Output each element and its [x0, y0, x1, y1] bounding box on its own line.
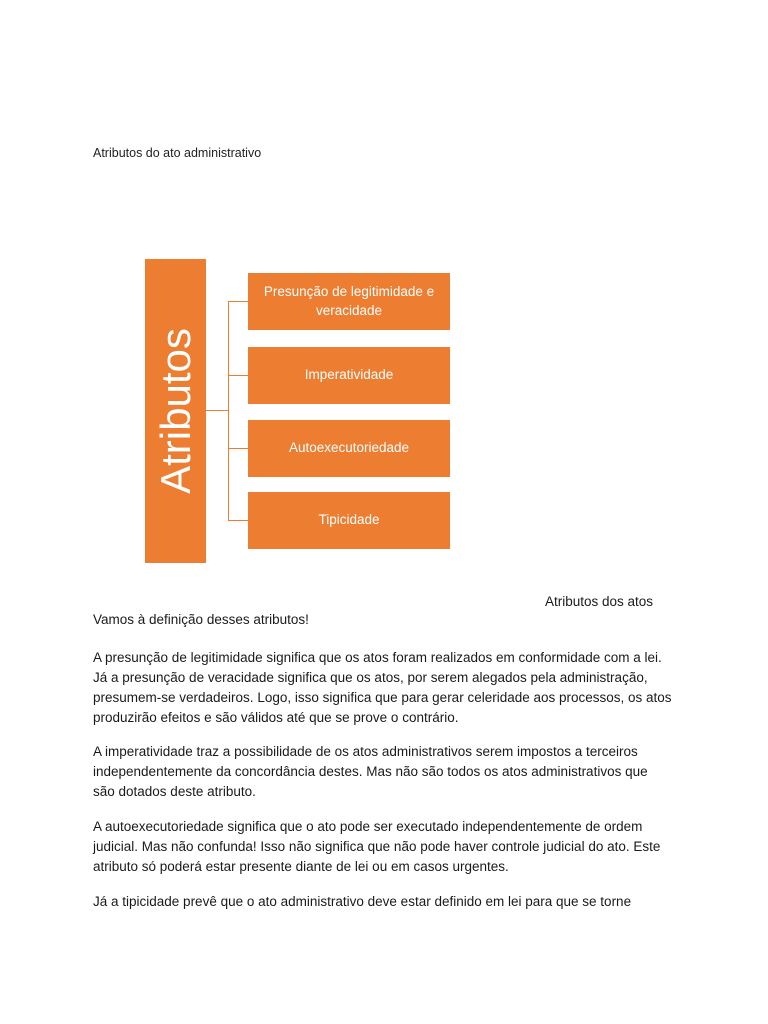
- connector-branch-1: [228, 301, 248, 302]
- connector-root: [206, 410, 228, 411]
- diagram-item-tipicidade: Tipicidade: [248, 492, 450, 549]
- paragraph-imperatividade: A imperatividade traz a possibilidade de os atos administrativos serem impostos a terceiros independentemente da concordância destes. Mas não são todos os atos administrativos que são dotados deste atributo.: [93, 744, 648, 799]
- diagram-item-presuncao: Presunção de legitimidade e veracidade: [248, 273, 450, 330]
- connector-branch-2: [228, 375, 248, 376]
- connector-branch-4: [228, 520, 248, 521]
- connector-spine: [228, 301, 229, 521]
- diagram-root-box: [145, 259, 206, 563]
- paragraph-tipicidade: Já a tipicidade prevê que o ato administrativo deve estar definido em lei para que se torne: [93, 894, 632, 909]
- diagram-root-label: Atributos: [151, 328, 199, 494]
- connector-branch-3: [228, 448, 248, 449]
- diagram-item-imperatividade: Imperatividade: [248, 347, 450, 404]
- paragraph-presuncao: A presunção de legitimidade significa que os atos foram realizados em conformidade com a lei. Já a presunção de veracidade significa que os atos, por serem alegados pela administração, presumem-se verdadeiros. Logo, isso significa que para gerar celeridade aos processos, os atos produzirão efeitos e são válidos até que se prove o contrário.: [93, 650, 672, 725]
- paragraph-autoexecutoriedade: A autoexecutoriedade significa que o ato pode ser executado independentemente de ordem judicial. Mas não confunda! Isso não significa que não pode haver controle judicial do ato. Este atributo só poderá estar presente diante de lei ou em casos urgentes.: [93, 819, 661, 874]
- document-heading: Atributos do ato administrativo: [93, 146, 262, 160]
- diagram-item-autoexecutoriedade: Autoexecutoriedade: [248, 420, 450, 477]
- paragraph-intro: Vamos à definição desses atributos!: [93, 612, 309, 627]
- diagram-caption: Atributos dos atos: [545, 594, 654, 609]
